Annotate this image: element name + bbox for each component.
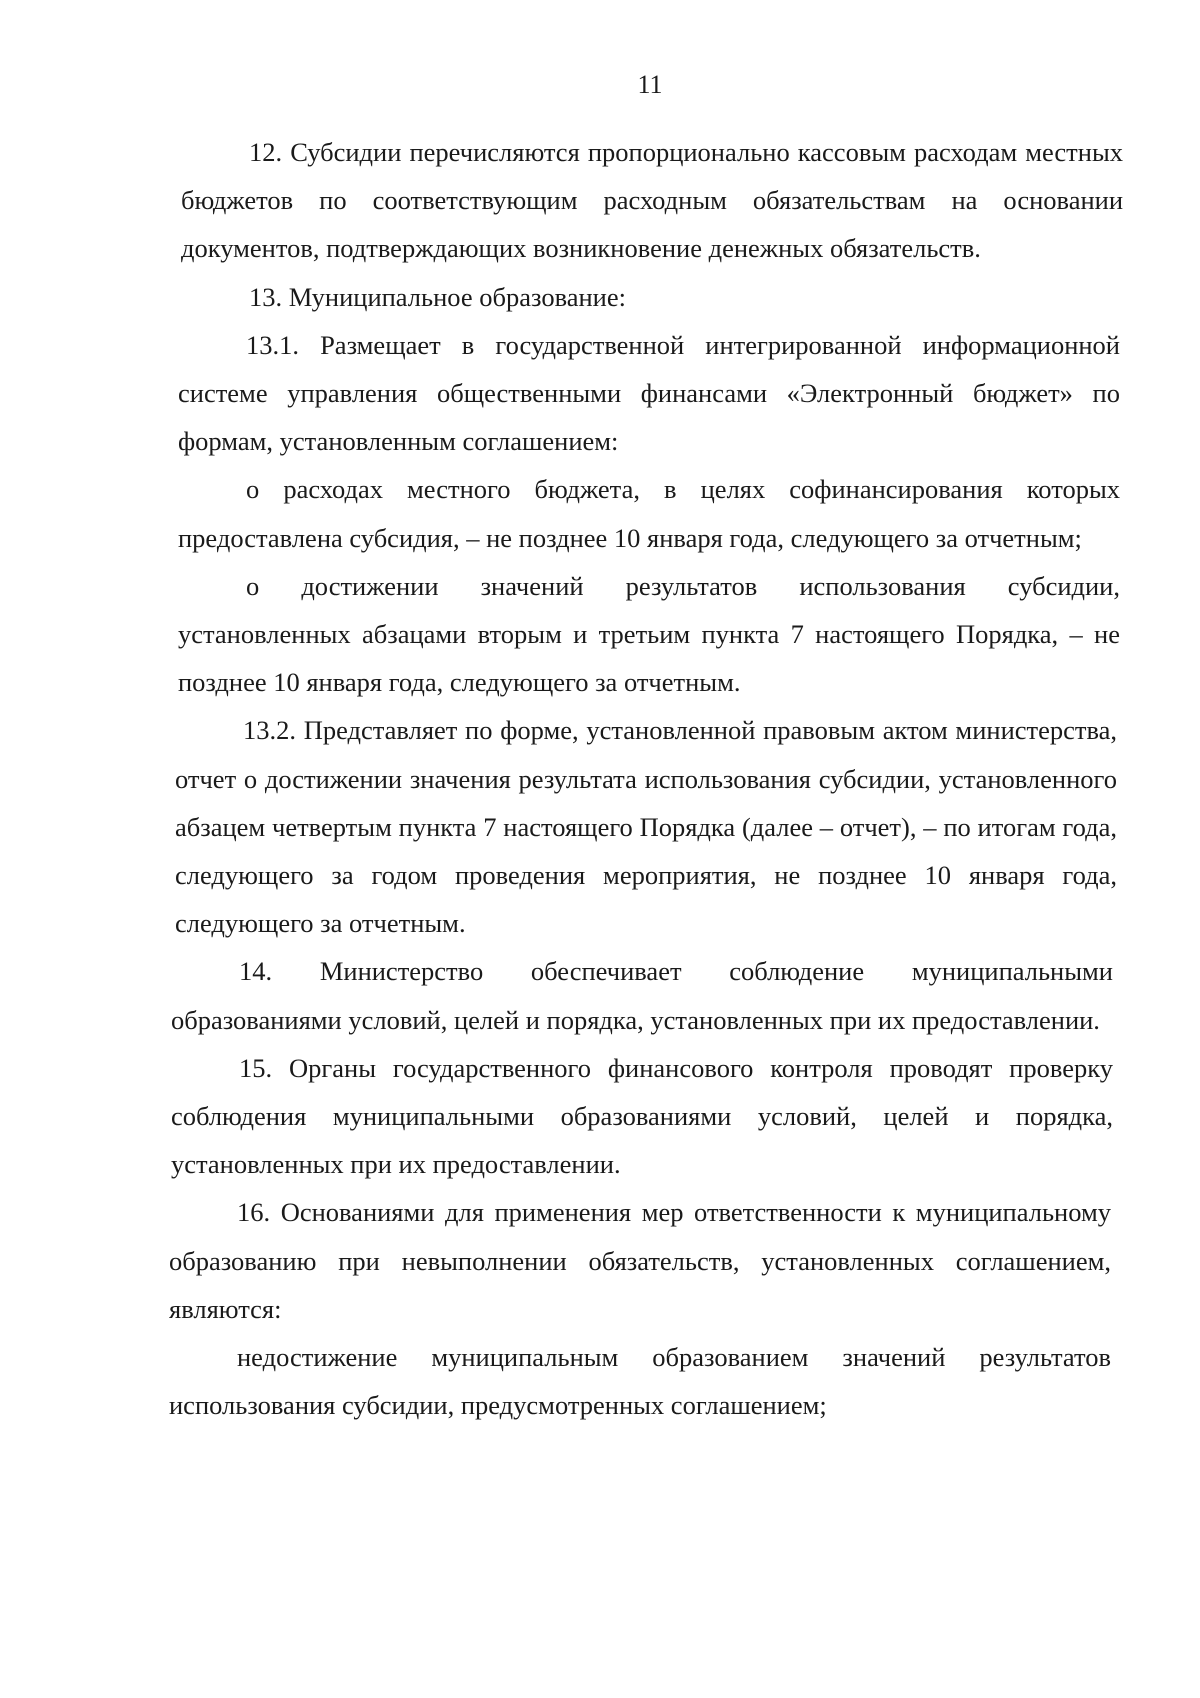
paragraph-expenses-report: о расходах местного бюджета, в целях софинансирования которых предоставлена субсидия, – не позднее 10 января года, следующего за отчетным; [178,474,1120,553]
document-body [169,128,1123,1429]
paragraph-14: 14. Министерство обеспечивает соблюдение муниципальными образованиями условий, целей и порядка, установленных при их предоставлении. [171,956,1113,1035]
paragraph-16: 16. Основаниями для применения мер ответственности к муниципальному образованию при невыполнении обязательств, установленных соглашением, являются: [169,1197,1111,1324]
paragraph-12: 12. Субсидии перечисляются пропорционально кассовым расходам местных бюджетов по соответствующим расходным обязательствам на основании документов, подтверждающих возникновение денежных обязательств. [181,137,1123,264]
paragraph-results-report: о достижении значений результатов использования субсидии, установленных абзацами вторым и третьим пункта 7 настоящего Порядка, – не позднее 10 января года, следующего за отчетным. [178,570,1120,698]
paragraph-13-1: 13.1. Размещает в государственной интегрированной информационной системе управления общественными финансами «Электронный бюджет» по формам, установленным соглашением: [178,329,1120,457]
paragraph-13-2: 13.2. Представляет по форме, установленной правовым актом министерства, отчет о достижении значения результата использования субсидии, установленного абзацем четвертым пункта 7 настоящего Порядка (далее – отчет), – по итогам года, следующего за годом проведения мероприятия, не позднее 10 января года, следующего за отчетным. [175,715,1117,939]
paragraph-13: 13. Муниципальное образование: [249,281,626,312]
paragraph-15: 15. Органы государственного финансового контроля проводят проверку соблюдения муниципальными образованиями условий, целей и порядка, установленных при их предоставлении. [171,1052,1113,1180]
page-number: 11 [637,70,663,99]
paragraph-non-achievement: недостижение муниципальным образованием значений результатов использования субсидии, предусмотренных соглашением; [169,1342,1111,1421]
